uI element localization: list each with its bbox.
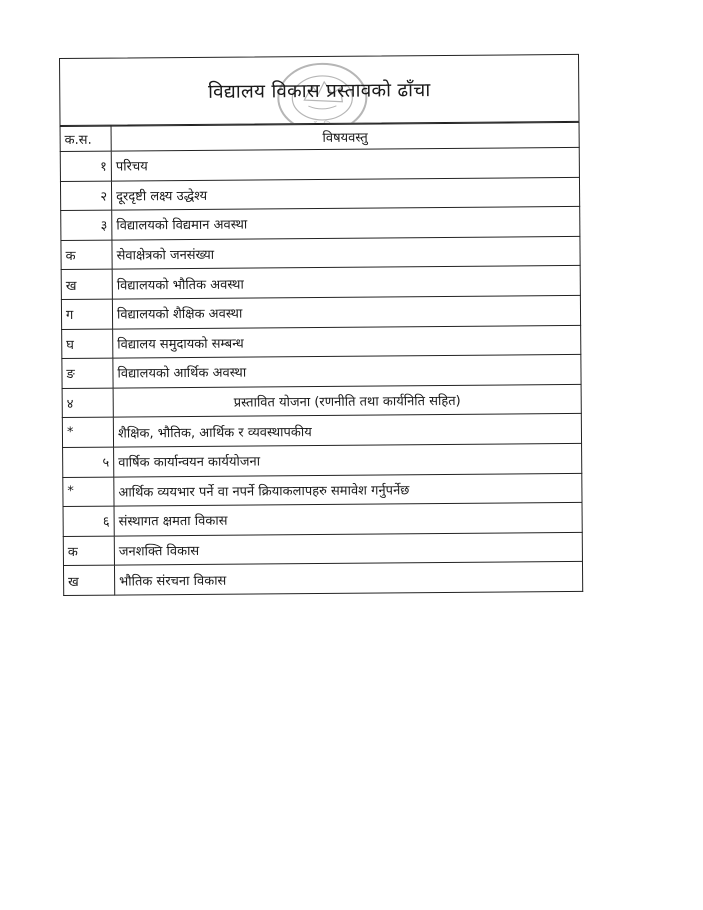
header-topic: विषयवस्तु	[111, 122, 579, 151]
row-topic: विद्यालयको आर्थिक अवस्था	[113, 355, 581, 388]
row-topic: सेवाक्षेत्रको जनसंख्या	[112, 236, 580, 269]
table-row	[63, 503, 582, 537]
row-topic: संस्थागत क्षमता विकास	[114, 503, 582, 536]
row-topic: वार्षिक कार्यान्वयन कार्ययोजना	[114, 443, 582, 476]
table-row	[62, 384, 581, 418]
row-topic: आर्थिक व्ययभार पर्ने वा नपर्ने क्रियाकलापहरु समावेश गर्नुपर्नेछ	[114, 473, 582, 506]
row-topic: विद्यालयको शैक्षिक अवस्था	[112, 295, 580, 328]
row-serial: ग	[61, 299, 112, 329]
table-row	[60, 147, 579, 181]
row-serial: १	[60, 151, 111, 181]
table-row	[60, 177, 579, 211]
stamp-text: गाउँपालिका	[305, 120, 340, 131]
table-row	[62, 414, 581, 448]
header-serial: क.स.	[60, 126, 111, 151]
title-box	[59, 54, 580, 131]
row-serial: ख	[63, 565, 114, 595]
row-serial: ५	[63, 447, 114, 477]
table-row	[62, 355, 581, 389]
row-serial: ङ	[62, 358, 113, 388]
row-serial: क	[61, 240, 112, 270]
row-serial: क	[63, 536, 114, 566]
row-serial: *	[62, 417, 113, 447]
document-page	[59, 54, 583, 596]
table-row	[61, 266, 580, 300]
table-row	[63, 562, 582, 596]
document-title: विद्यालय विकास प्रस्तावको ढाँचा	[208, 79, 431, 103]
row-serial: घ	[62, 329, 113, 359]
row-serial: *	[63, 477, 114, 507]
table-row	[63, 532, 582, 566]
row-topic: भौतिक संरचना विकास	[114, 562, 582, 595]
table-row	[62, 325, 581, 359]
row-serial: ४	[62, 388, 113, 418]
row-topic: दूरदृष्टी लक्ष्य उद्धेश्य	[111, 177, 579, 210]
row-serial: ३	[61, 210, 112, 240]
row-topic: विद्यालयको भौतिक अवस्था	[112, 266, 580, 299]
table-row	[63, 443, 582, 477]
row-topic: विद्यालय समुदायको सम्बन्ध	[113, 325, 581, 358]
table-row	[61, 236, 580, 270]
row-topic: प्रस्तावित योजना (रणनीति तथा कार्यनिति सहित)	[113, 384, 581, 417]
row-topic: जनशक्ति विकास	[114, 532, 582, 565]
table-row	[63, 473, 582, 507]
table-row	[61, 295, 580, 329]
row-topic: शैक्षिक, भौतिक, आर्थिक र व्यवस्थापकीय	[113, 414, 581, 447]
row-serial: ६	[63, 506, 114, 536]
row-topic: परिचय	[111, 147, 579, 180]
topics-table	[60, 122, 584, 596]
row-topic: विद्यालयको विद्यमान अवस्था	[112, 207, 580, 240]
row-serial: ख	[61, 269, 112, 299]
row-serial: २	[60, 181, 111, 211]
table-row	[61, 207, 580, 241]
